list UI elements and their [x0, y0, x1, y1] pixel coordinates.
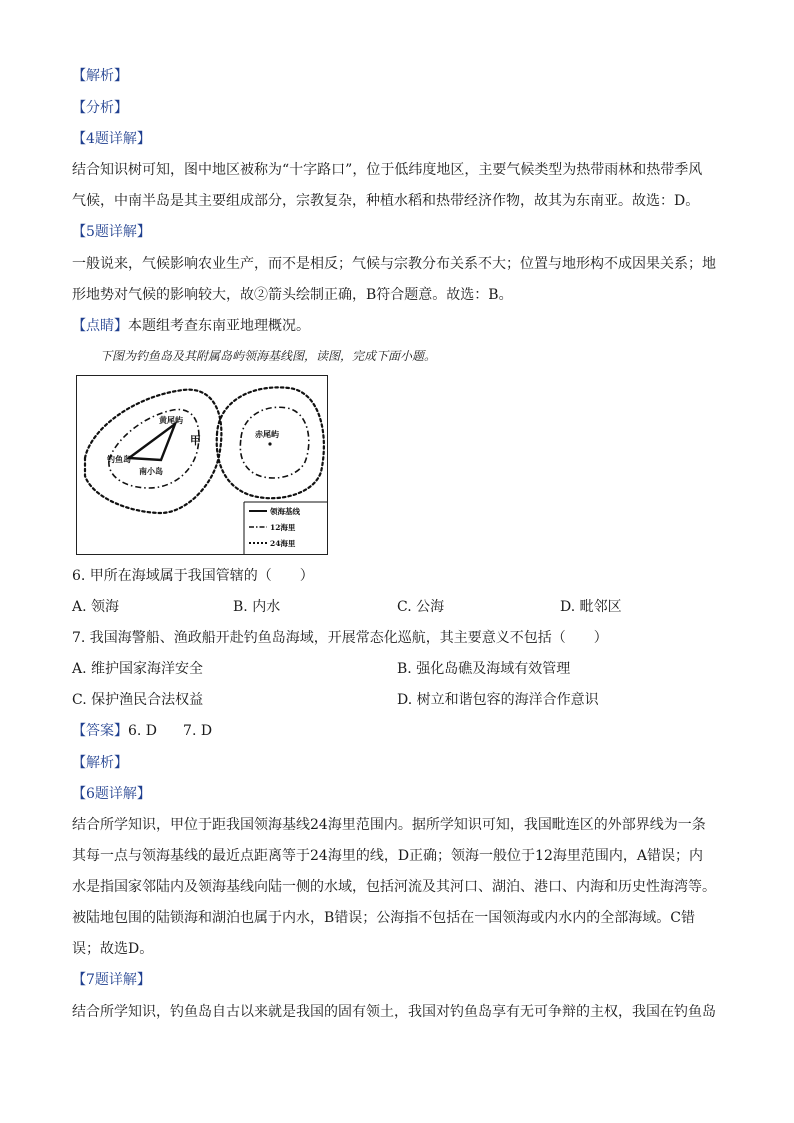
legend-label-24nm: 24海里	[270, 539, 296, 548]
q5-explanation-line-2: 形地势对气候的影响较大，故②箭头绘制正确，B符合题意。故选：B。	[72, 287, 513, 303]
island-label-diaoyu: 钓鱼岛	[107, 454, 131, 464]
outer-24nm-boundary-west	[85, 390, 221, 513]
map-canvas	[77, 376, 327, 554]
legend-label-12nm: 12海里	[270, 523, 296, 532]
heading-jiexi: 【解析】	[72, 68, 128, 84]
heading-q4-detail: 【4题详解】	[72, 131, 151, 147]
island-label-huangwei: 黄尾屿	[159, 415, 183, 425]
q7-option-b: B. 强化岛礁及海域有效管理	[397, 661, 571, 677]
dianjing-tag: 【点睛】	[72, 318, 128, 334]
answer-tag: 【答案】	[72, 723, 128, 739]
question-7-stem: 7. 我国海警船、渔政船开赴钓鱼岛海域，开展常态化巡航，其主要意义不包括（ ）	[72, 630, 608, 646]
island-label-nanxiao: 南小岛	[139, 466, 163, 476]
chiwei-island-marker	[268, 442, 271, 445]
answer-line	[72, 721, 732, 741]
q7-option-d: D. 树立和谐包容的海洋合作意识	[397, 692, 599, 708]
figure-intro: 下图为钓鱼岛及其附属岛屿领海基线图，读图，完成下面小题。	[100, 349, 437, 363]
inner-12nm-boundary-west	[109, 409, 199, 488]
territorial-baseline	[129, 424, 175, 460]
q6-explanation-line-2: 其每一点与领海基线的最近点距离等于24海里的线，D正确；领海一般位于12海里范围内，A错误；内	[72, 848, 703, 864]
heading-q5-detail: 【5题详解】	[72, 224, 151, 240]
island-label-chiwei: 赤尾屿	[255, 429, 279, 439]
q7-option-a: A. 维护国家海洋安全	[72, 661, 204, 677]
heading-jiexi-2: 【解析】	[72, 755, 128, 771]
answer-q6: 6. D	[128, 723, 158, 739]
q6-option-c: C. 公海	[397, 599, 445, 615]
q5-explanation-line-1: 一般说来，气候影响农业生产，而不是相反；气候与宗教分布关系不大；位置与地形构不成因果关系；地	[72, 256, 716, 272]
q6-explanation-line-5: 误；故选D。	[72, 941, 154, 957]
q6-explanation-line-3: 水是指国家邻陆内及领海基线向陆一侧的水域，包括河流及其河口、湖泊、港口、内海和历史性海湾等。	[72, 879, 716, 895]
answer-q7: 7. D	[183, 723, 213, 739]
dianjing-note	[72, 316, 732, 336]
q6-option-d: D. 毗邻区	[560, 599, 622, 615]
territorial-baseline-map	[76, 375, 328, 555]
legend-label-baseline: 领海基线	[270, 507, 300, 516]
heading-q7-detail: 【7题详解】	[72, 972, 151, 988]
heading-fenxi: 【分析】	[72, 100, 128, 116]
q7-explanation-line-1: 结合所学知识，钓鱼岛自古以来就是我国的固有领土，我国对钓鱼岛享有无可争辩的主权，我国在钓鱼岛	[72, 1004, 716, 1020]
q6-option-b: B. 内水	[233, 599, 281, 615]
q4-explanation-line-2: 气候，中南半岛是其主要组成部分，宗教复杂，种植水稻和热带经济作物，故其为东南亚。故选：D。	[72, 193, 700, 209]
q7-option-c: C. 保护渔民合法权益	[72, 692, 204, 708]
inner-12nm-boundary-east	[240, 407, 308, 478]
q6-option-a: A. 领海	[72, 599, 120, 615]
q6-explanation-line-4: 被陆地包围的陆锁海和湖泊也属于内水，B错误；公海指不包括在一国领海或内水内的全部海域。C错	[72, 910, 695, 926]
region-label-jia: 甲	[190, 434, 201, 447]
dianjing-text: 本题组考查东南亚地理概况。	[128, 318, 310, 334]
q4-explanation-line-1: 结合知识树可知，图中地区被称为“十字路口”，位于低纬度地区，主要气候类型为热带雨林和热带季风	[72, 162, 703, 178]
map-legend	[244, 502, 327, 554]
q6-explanation-line-1: 结合所学知识，甲位于距我国领海基线24海里范围内。据所学知识可知，我国毗连区的外部界线为一条	[72, 817, 706, 833]
question-6-stem: 6. 甲所在海域属于我国管辖的（ ）	[72, 568, 314, 584]
heading-q6-detail: 【6题详解】	[72, 786, 151, 802]
